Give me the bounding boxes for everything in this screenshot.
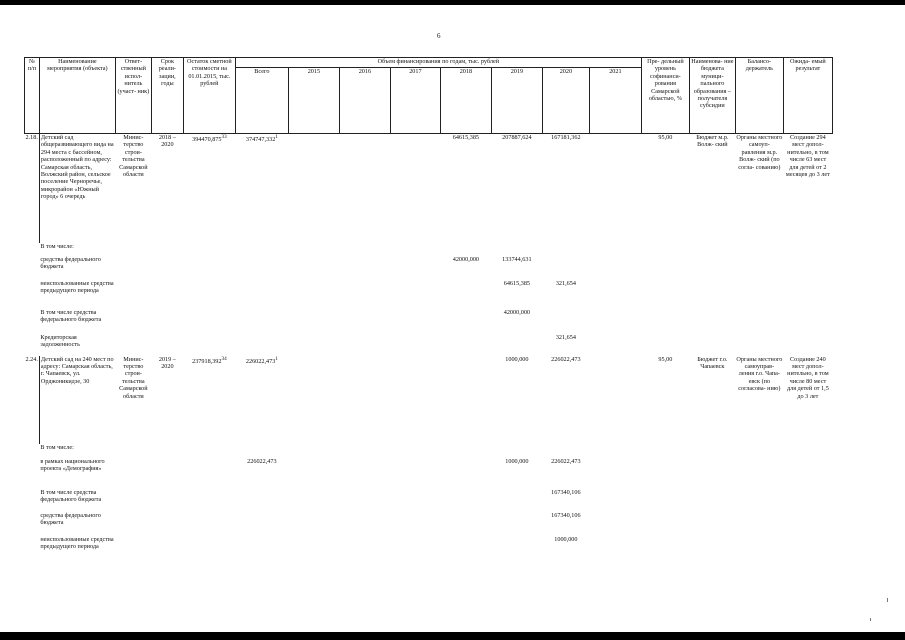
sub-value-total xyxy=(235,536,288,566)
sub-value-2018 xyxy=(440,280,491,309)
header-cofinancing: Пре- дельный уровень софинанси- рования Самарской областью, % xyxy=(641,58,689,134)
row-budget: Бюджет м.р. Волж- ский xyxy=(696,134,729,149)
row-budget: Бюджет г.о. Чапаевск xyxy=(697,355,728,370)
header-budget: Наименова- ние бюджета муници- пального образования – получателя субсидии xyxy=(689,58,735,134)
sub-row xyxy=(25,458,833,489)
sub-label: в рамках национального проекта «Демография» xyxy=(40,457,105,472)
header-year-2017: 2017 xyxy=(390,68,440,134)
sub-label: неиспользованные средства предыдущего периода xyxy=(40,279,114,294)
footnote-mark: 34 xyxy=(221,355,227,362)
row-result: Создание 294 мест допол- нительно, в том числе 63 мест для детей от 2 месяцев до 3 лет xyxy=(785,134,830,179)
table-row xyxy=(25,134,833,243)
financing-table xyxy=(24,57,833,566)
header-holder: Балансо- держатель xyxy=(735,58,783,134)
sub-label: средства федерального бюджета xyxy=(40,511,101,526)
sub-value-2020: 1000,000 xyxy=(554,535,578,543)
sub-row xyxy=(25,536,833,566)
scan-speck xyxy=(887,598,888,602)
header-name: Наименование мероприятия (объекта) xyxy=(39,58,115,134)
sub-value-total xyxy=(235,489,288,512)
sub-value-2019: 42000,000 xyxy=(503,308,531,316)
header-executor: Ответ- ственный испол- нитель (участ- ник) xyxy=(115,58,151,134)
header-year-2018: 2018 xyxy=(440,68,491,134)
sub-value-2019: 1000,000 xyxy=(505,457,529,465)
table-row xyxy=(25,356,833,444)
row-remainder: 237918,392 xyxy=(192,357,222,365)
row-number: 2.18. xyxy=(25,134,38,141)
row-cofinancing: 95,00 xyxy=(658,355,673,363)
header-year-2021: 2021 xyxy=(589,68,641,134)
scan-bottom-border xyxy=(0,632,905,640)
row-cofinancing: 95,00 xyxy=(658,134,673,141)
sub-row xyxy=(25,280,833,309)
row-total: 374747,332 xyxy=(245,136,276,144)
row-executor: Минис- терство строи- тельства Самарской области xyxy=(119,355,148,400)
sub-value-2020 xyxy=(542,309,589,334)
including-label: В том числе: xyxy=(40,443,74,451)
sub-value-2018 xyxy=(440,334,491,356)
row-executor: Минис- терство строи- тельства Самарской области xyxy=(119,134,148,179)
scan-top-border xyxy=(0,0,905,5)
row-value-2020: 167181,362 xyxy=(551,134,581,141)
sub-value-2020: 167340,106 xyxy=(551,511,581,519)
scan-speck xyxy=(870,618,871,621)
row-number: 2.24. xyxy=(25,355,38,363)
header-remainder: Остаток сметной стоимости на 01.01.2015, тыс. рублей xyxy=(183,58,235,134)
sub-label: В том числе средства федерального бюджета xyxy=(40,308,102,323)
sub-row xyxy=(25,512,833,536)
sub-value-2020: 321,654 xyxy=(555,333,576,341)
sub-label: неиспользованные средства предыдущего периода xyxy=(40,535,114,550)
header-funding: Объем финансирования по годам, тыс. рублей xyxy=(235,58,641,68)
row-value-2019: 1000,000 xyxy=(505,355,529,363)
sub-label: В том числе средства федерального бюджета xyxy=(40,488,102,503)
header-year-2020: 2020 xyxy=(542,68,589,134)
row-holder: Органы местного самоуп- равления м.р. Волж- ский (по согла- сованию) xyxy=(736,134,783,171)
row-period: 2019 – 2020 xyxy=(158,355,176,370)
sub-row xyxy=(25,334,833,356)
sub-value-2020: 321,654 xyxy=(555,279,576,287)
footnote-mark: 33 xyxy=(221,134,227,140)
row-remainder: 394470,875 xyxy=(192,136,222,144)
sub-value-2020: 226022,473 xyxy=(551,457,581,465)
sub-label: средства федерального бюджета xyxy=(40,255,101,270)
table-header-row-1 xyxy=(25,58,833,68)
header-year-2019: 2019 xyxy=(491,68,542,134)
header-year-2016: 2016 xyxy=(339,68,390,134)
row-result: Создание 240 мест допол- нительно, в том числе 80 мест для детей от 1,5 до 3 лет xyxy=(786,355,829,400)
sub-label: Кредиторская задолженность xyxy=(40,333,80,348)
page-number: 6 xyxy=(437,32,441,40)
sub-value-2018 xyxy=(440,309,491,334)
header-total: Всего xyxy=(235,68,288,134)
row-name: Детский сад общеразвивающего вида на 294 места с бассейном, расположенный по адресу: Самарская область, Волжский район, сельское поселение Черноречье, микрорайон «Южный город» 6 очередь xyxy=(39,134,115,243)
footnote-mark: 1 xyxy=(275,134,278,140)
row-period: 2018 – 2020 xyxy=(158,134,176,149)
sub-value-2018: 42000,000 xyxy=(452,255,480,263)
row-total: 226022,473 xyxy=(245,357,276,365)
sub-value-2019: 133744,631 xyxy=(502,255,532,263)
header-period: Срок реали- зации, годы xyxy=(151,58,183,134)
row-value-2018: 64615,385 xyxy=(452,134,480,141)
header-result: Ожида- емый результат xyxy=(783,58,832,134)
footnote-mark: 1 xyxy=(275,355,278,362)
including-label: В том числе: xyxy=(40,242,74,250)
sub-value-2019 xyxy=(491,512,542,536)
sub-value-2020 xyxy=(542,256,589,280)
header-year-2015: 2015 xyxy=(288,68,339,134)
sub-value-total: 226022,473 xyxy=(247,457,277,465)
sub-value-2020: 167340,106 xyxy=(551,488,581,496)
sub-value-2019: 64615,385 xyxy=(503,279,531,287)
sub-row xyxy=(25,256,833,280)
header-num: № п/п xyxy=(25,58,40,134)
row-holder: Органы местного самоуправ- ления г.о. Чапа- евск (по согласова- нию) xyxy=(736,355,783,393)
sub-value-total xyxy=(235,512,288,536)
sub-value-2019 xyxy=(491,334,542,356)
row-name: Детский сад на 240 мест по адресу: Самарская область, г. Чапаевск, ул. Орджоникидзе, 30 xyxy=(39,356,115,444)
row-value-2019: 207887,624 xyxy=(502,134,532,141)
sub-value-2019 xyxy=(491,489,542,512)
sub-row xyxy=(25,489,833,512)
sub-row xyxy=(25,309,833,334)
sub-value-2019 xyxy=(491,536,542,566)
row-value-2020: 226022,473 xyxy=(551,355,581,363)
